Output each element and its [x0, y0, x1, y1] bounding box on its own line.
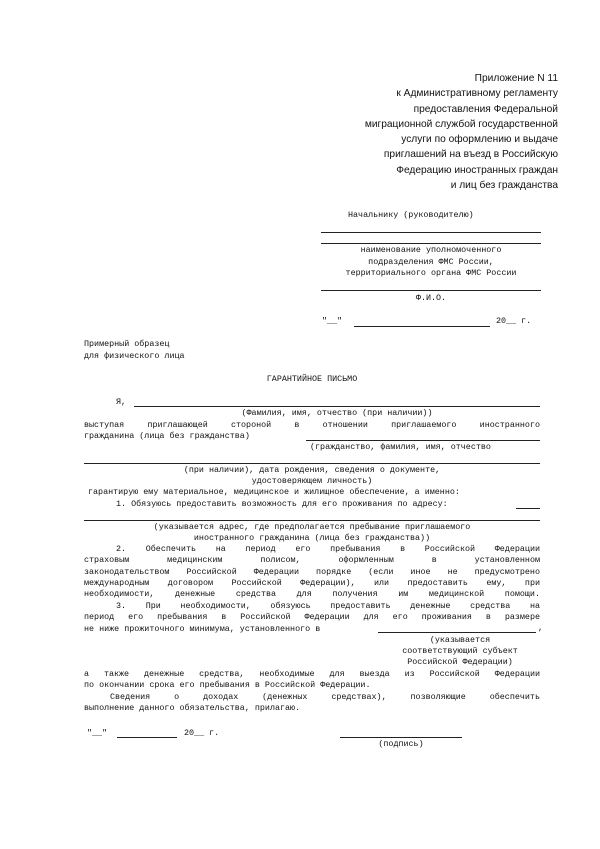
appendix-line: к Административному регламенту: [396, 88, 558, 100]
fio-line: [321, 290, 541, 291]
sample-line-1: Примерный образец: [84, 339, 170, 349]
org-caption-2: подразделения ФМС России,: [368, 257, 494, 267]
appendix-line: Федерацию иностранных граждан: [396, 164, 558, 176]
guarantee-line: гарантирую ему материальное, медицинское и жилищное обеспечение, а именно:: [88, 487, 460, 497]
subject-comma: ,: [538, 623, 544, 633]
item-2-line: международным договором Российской Федерации), или предоставить ему, при: [84, 577, 540, 588]
sign-date-quote: "__": [87, 728, 108, 738]
document-title: ГАРАНТИЙНОЕ ПИСЬМО: [266, 374, 358, 384]
also-line: а также денежные средства, необходимые для выезда из Российской Федерации: [84, 669, 540, 679]
address-caption-1: (указывается адрес, где предполагается пребывание приглашаемого: [153, 522, 471, 532]
appendix-line: предоставления Федеральной: [413, 103, 558, 115]
income-line: Сведения о доходах (денежных средствах), позволяющие обеспечить: [110, 692, 540, 702]
appendix-block: [278, 71, 558, 193]
citizenship-caption: (гражданство, фамилия, имя, отчество: [310, 442, 491, 452]
addressee-line-2: [321, 243, 541, 244]
also-paragraph: [84, 669, 540, 692]
item-1: 1. Обязуюсь предоставить возможность для его проживания по адресу:: [116, 499, 448, 509]
item-3-line: период его пребывания в Российской Федерации для его проживания в размере: [84, 612, 540, 623]
addressee-line-1: [321, 232, 541, 233]
address-caption-2: иностранного гражданина (лица без гражданства)): [193, 533, 431, 543]
person-details-line: [84, 463, 540, 464]
sample-line-2: для физического лица: [84, 351, 185, 361]
item-2-line: страховым медицинским полисом, оформленным в установленном: [84, 555, 540, 566]
appendix-line: и лиц без гражданства: [450, 180, 558, 192]
signature-caption: (подпись): [378, 739, 424, 749]
addressee-label: Начальнику (руководителю): [348, 210, 474, 220]
fio-caption: Ф.И.О.: [415, 293, 447, 303]
date-line: [354, 326, 490, 327]
item-3-line: не ниже прожиточного минимума, установленного в: [84, 623, 321, 634]
subject-caption-1: (указывается: [429, 635, 491, 645]
address-line: [84, 520, 540, 521]
fio-body-caption: (Фамилия, имя, отчество (при наличии)): [241, 408, 433, 418]
also-line: по окончании срока его пребывания в Российской Федерации.: [84, 680, 371, 691]
sign-date-year: 20__ г.: [184, 728, 220, 738]
doc-caption-2: удостоверяющем личность): [251, 476, 373, 486]
item-2: [84, 544, 540, 600]
sign-date-line: [117, 737, 177, 738]
acting-line-2: гражданина (лица без гражданства): [84, 431, 250, 441]
doc-caption-1: (при наличии), дата рождения, сведения о документе,: [183, 465, 441, 475]
item-2-line: необходимости, денежные средства для получения им медицинской помощи.: [84, 589, 540, 600]
org-caption-3: территориального органа ФМС России: [345, 268, 517, 278]
citizenship-line: [306, 440, 540, 441]
item-3-line: 3. При необходимости, обязуюсь предоставить денежные средства на: [116, 601, 540, 611]
date-quote: "__": [322, 316, 343, 326]
income-line: выполнение данного обязательства, прилагаю.: [84, 703, 301, 714]
fio-body-line: [134, 406, 540, 407]
subject-caption-2: соответствующий субъект: [402, 646, 518, 656]
date-year: 20__ г.: [496, 316, 532, 326]
acting-line-1: выступая приглашающей стороной в отношении приглашаемого иностранного: [84, 420, 540, 430]
org-caption-1: наименование уполномоченного: [360, 245, 502, 255]
appendix-line: миграционной службой государственной: [364, 118, 558, 130]
subject-line: [378, 632, 536, 633]
item-2-line: законодательством Российской Федерации порядке (если иное не предусмотрено: [84, 566, 540, 577]
subject-caption-3: Российской Федерации): [407, 657, 513, 667]
income-paragraph: [84, 692, 540, 715]
item-2-line: 2. Обеспечить на период его пребывания в Российской Федерации: [116, 544, 540, 554]
appendix-line: приглашений на въезд в Российскую: [383, 149, 558, 161]
appendix-line: услуги по оформлению и выдаче: [401, 134, 558, 146]
signature-line: [340, 737, 462, 738]
item-3: [84, 601, 540, 635]
address-line-short: [516, 508, 540, 509]
appendix-line: Приложение N 11: [474, 73, 558, 84]
ya-label: Я,: [116, 397, 127, 407]
